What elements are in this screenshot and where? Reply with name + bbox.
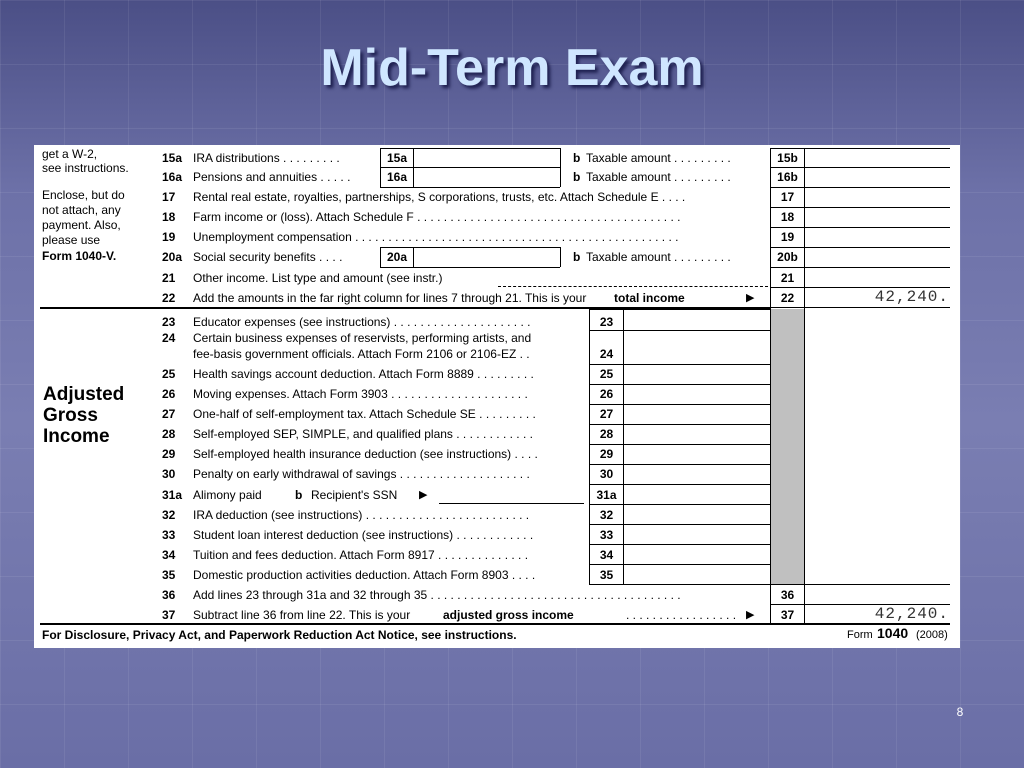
- box-label: 27: [599, 407, 614, 421]
- line-text: Rental real estate, royalties, partnerships, S corporations, trusts, etc. Attach Schedule E . . . .: [193, 190, 686, 204]
- box-label: 31a: [596, 488, 617, 502]
- box-label: 24: [599, 347, 614, 361]
- b-label: b: [573, 250, 581, 264]
- line-text: Health savings account deduction. Attach Form 8889 . . . . . . . . .: [193, 367, 534, 381]
- line-number: 19: [162, 230, 176, 244]
- line-text: Educator expenses (see instructions) . . . . . . . . . . . . . . . . . . . . .: [193, 315, 531, 329]
- line-number: 24: [162, 331, 176, 345]
- line-text: Tuition and fees deduction. Attach Form 8917 . . . . . . . . . . . . . .: [193, 548, 529, 562]
- line-number: 15a: [162, 151, 183, 165]
- line-text: Taxable amount . . . . . . . . .: [586, 151, 731, 165]
- box-label: 33: [599, 528, 614, 542]
- line-20b-input[interactable]: [805, 248, 949, 267]
- line-text: Domestic production activities deduction. Attach Form 8903 . . . .: [193, 568, 536, 582]
- line-17-input[interactable]: [805, 188, 949, 207]
- line-29-input[interactable]: [624, 445, 770, 464]
- b-label: b: [295, 488, 303, 502]
- line-text: IRA distributions . . . . . . . . .: [193, 151, 340, 165]
- box-label: 19: [780, 230, 795, 244]
- line-16a-input[interactable]: [414, 168, 560, 187]
- line-text: Self-employed health insurance deduction (see instructions) . . . .: [193, 447, 538, 461]
- line-number: 16a: [162, 170, 183, 184]
- box-label: 16a: [386, 170, 408, 184]
- rule: [770, 307, 950, 308]
- rule: [589, 584, 770, 585]
- line-text: fee-basis government officials. Attach Form 2106 or 2106-EZ . .: [193, 347, 530, 361]
- line-number: 32: [162, 508, 176, 522]
- b-label: b: [573, 170, 581, 184]
- sidebar-note-line: see instructions.: [42, 161, 129, 175]
- b-label: b: [573, 151, 581, 165]
- total-income-amount[interactable]: 42,240.: [874, 288, 949, 306]
- line-15b-input[interactable]: [805, 149, 949, 167]
- box-label: 23: [599, 315, 614, 329]
- form-1040-excerpt: [34, 145, 960, 648]
- sidebar-note-line: payment. Also,: [42, 218, 121, 232]
- shaded-column: [771, 309, 804, 584]
- line-28-input[interactable]: [624, 425, 770, 444]
- line-text: Moving expenses. Attach Form 3903 . . . . . . . . . . . . . . . . . . . . .: [193, 387, 528, 401]
- line-33-input[interactable]: [624, 525, 770, 544]
- agi-heading-line: Income: [43, 426, 110, 447]
- line-27-input[interactable]: [624, 405, 770, 424]
- line-25-input[interactable]: [624, 365, 770, 384]
- box-label: 34: [599, 548, 614, 562]
- footer-form-number: 1040: [877, 625, 909, 641]
- line-text-bold: total income: [614, 291, 685, 305]
- rule: [380, 267, 560, 268]
- rule: [380, 187, 560, 188]
- box-label: 37: [780, 608, 795, 622]
- footer-year: (2008): [916, 629, 948, 641]
- line-text: Farm income or (loss). Attach Schedule F . . . . . . . . . . . . . . . . . . . . . . . . . . . . . . . . . . . . . . . .: [193, 210, 681, 224]
- slide-title: Mid-Term Exam: [320, 39, 704, 97]
- line-number: 34: [162, 548, 176, 562]
- line-23-input[interactable]: [624, 310, 770, 330]
- rule: [560, 247, 561, 267]
- line-number: 25: [162, 367, 176, 381]
- line-text: Recipient's SSN: [311, 488, 398, 502]
- box-label: 17: [780, 190, 795, 204]
- arrow-icon: ▶: [419, 489, 428, 501]
- box-label: 22: [780, 291, 795, 305]
- sidebar-form-ref: Form 1040-V.: [42, 249, 117, 263]
- line-number: 30: [162, 467, 176, 481]
- box-label: 30: [599, 467, 614, 481]
- line-text: . . . . . . . . . . . . . . . . .: [626, 608, 737, 622]
- line-15a-input[interactable]: [414, 149, 560, 167]
- line-number: 36: [162, 588, 176, 602]
- line-number: 37: [162, 608, 176, 622]
- line-18-input[interactable]: [805, 208, 949, 227]
- box-label: 32: [599, 508, 614, 522]
- line-text-bold: adjusted gross income: [443, 608, 574, 622]
- box-label: 26: [599, 387, 614, 401]
- box-label: 25: [599, 367, 614, 381]
- line-number: 23: [162, 315, 176, 329]
- line-19-input[interactable]: [805, 228, 949, 247]
- box-label: 21: [780, 271, 795, 285]
- line-number: 28: [162, 427, 176, 441]
- line-number: 31a: [162, 488, 183, 502]
- line-text: Taxable amount . . . . . . . . .: [586, 250, 731, 264]
- sidebar-note-line: not attach, any: [42, 203, 121, 217]
- box-label: 16b: [777, 170, 798, 184]
- line-number: 20a: [162, 250, 183, 264]
- line-34-input[interactable]: [624, 545, 770, 564]
- recipient-ssn-entry[interactable]: [439, 503, 584, 504]
- line-32-input[interactable]: [624, 505, 770, 524]
- line-36-input[interactable]: [805, 585, 949, 604]
- box-label: 36: [780, 588, 795, 602]
- sidebar-note-line: please use: [42, 233, 101, 247]
- rule: [560, 148, 561, 187]
- agi-heading-line: Gross: [43, 405, 98, 426]
- line-number: 33: [162, 528, 176, 542]
- line-text: Certain business expenses of reservists, performing artists, and: [193, 331, 532, 345]
- slide-number: 8: [956, 705, 964, 719]
- line-text: Social security benefits . . . .: [193, 250, 343, 264]
- line-30-input[interactable]: [624, 465, 770, 484]
- line-text: Penalty on early withdrawal of savings . . . . . . . . . . . . . . . . . . . .: [193, 467, 530, 481]
- agi-amount[interactable]: 42,240.: [874, 605, 949, 623]
- footer-notice: For Disclosure, Privacy Act, and Paperwork Reduction Act Notice, see instructions.: [42, 628, 517, 642]
- line-text: Pensions and annuities . . . . .: [193, 170, 351, 184]
- sidebar-note-line: get a W-2,: [42, 147, 98, 161]
- line-text: Other income. List type and amount (see instr.): [193, 271, 443, 285]
- line-number: 26: [162, 387, 176, 401]
- box-label: 35: [599, 568, 614, 582]
- box-label: 29: [599, 447, 614, 461]
- line-number: 18: [162, 210, 176, 224]
- line-text: Self-employed SEP, SIMPLE, and qualified plans . . . . . . . . . . . .: [193, 427, 533, 441]
- line-number: 29: [162, 447, 176, 461]
- box-label: 15a: [386, 151, 408, 165]
- line-31a-input[interactable]: [624, 485, 770, 504]
- line-number: 17: [162, 190, 176, 204]
- line-text: One-half of self-employment tax. Attach Schedule SE . . . . . . . . .: [193, 407, 536, 421]
- line-text: Unemployment compensation . . . . . . . . . . . . . . . . . . . . . . . . . . . . . . . . . . . . . . . . . . . . . . . . .: [193, 230, 679, 244]
- line-35-input[interactable]: [624, 565, 770, 584]
- line-number: 21: [162, 271, 176, 285]
- line-number: 22: [162, 291, 176, 305]
- line-text: Add the amounts in the far right column for lines 7 through 21. This is your: [193, 291, 587, 305]
- box-label: 15b: [777, 151, 798, 165]
- line-24-input[interactable]: [624, 331, 770, 364]
- line-20a-input[interactable]: [414, 248, 560, 267]
- line-21-entry[interactable]: [498, 286, 768, 287]
- line-text: Subtract line 36 from line 22. This is your: [193, 608, 411, 622]
- box-label: 20a: [386, 250, 408, 264]
- arrow-icon: ▶: [746, 292, 755, 304]
- line-text: Student loan interest deduction (see instructions) . . . . . . . . . . . .: [193, 528, 534, 542]
- line-text: Add lines 23 through 31a and 32 through 35 . . . . . . . . . . . . . . . . . . . . . . . . . . . . . . . . . . . . . .: [193, 588, 681, 602]
- line-text: IRA deduction (see instructions) . . . . . . . . . . . . . . . . . . . . . . . . .: [193, 508, 530, 522]
- line-text: Alimony paid: [193, 488, 262, 502]
- line-number: 35: [162, 568, 176, 582]
- line-26-input[interactable]: [624, 385, 770, 404]
- sidebar-note-line: Enclose, but do: [42, 188, 125, 202]
- line-text: Taxable amount . . . . . . . . .: [586, 170, 731, 184]
- box-label: 28: [599, 427, 614, 441]
- line-21-input[interactable]: [805, 268, 949, 287]
- box-label: 20b: [777, 250, 798, 264]
- line-16b-input[interactable]: [805, 168, 949, 187]
- line-number: 27: [162, 407, 176, 421]
- box-label: 18: [780, 210, 795, 224]
- agi-heading-line: Adjusted: [43, 384, 125, 405]
- arrow-icon: ▶: [746, 609, 755, 621]
- bottom-rule: [40, 623, 950, 625]
- footer-form-prefix: Form: [847, 629, 873, 641]
